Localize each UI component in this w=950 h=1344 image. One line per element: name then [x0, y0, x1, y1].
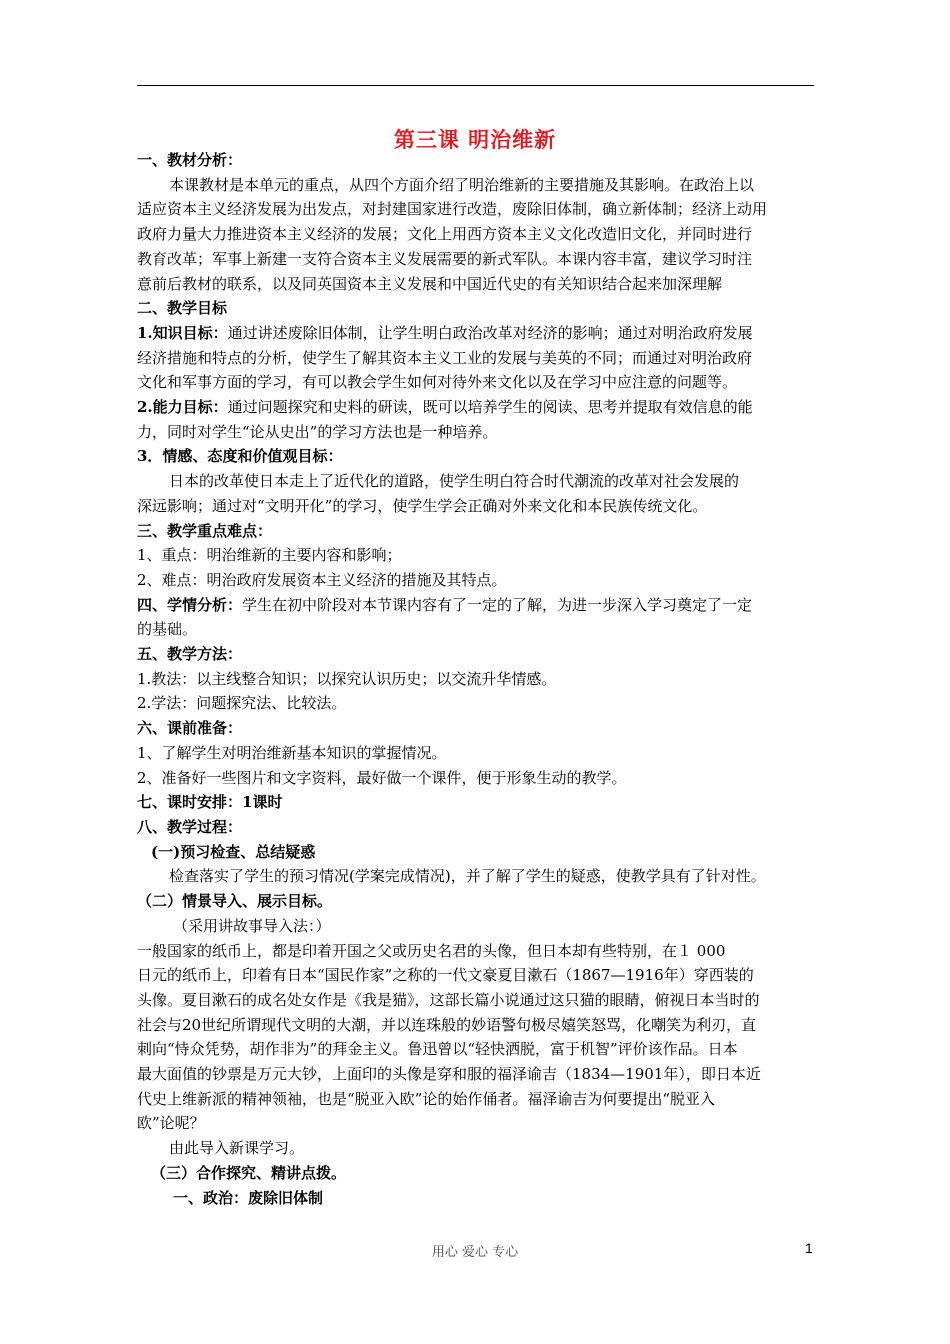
section-heading-1: 一、教材分析：	[137, 151, 243, 169]
paragraph-line: 深远影响；通过对“文明开化”的学习，使学生学会正确对外来文化和本民族传统文化。	[137, 496, 708, 515]
paragraph-line: 力，同时对学生“论从史出”的学习方法也是一种培养。	[137, 422, 498, 441]
knowledge-goal-line	[137, 321, 817, 346]
story-line: 最大面值的钞票是万元大钞，上面印的头像是穿和服的福泽谕吉（1834—1901年），即日本近	[137, 1065, 761, 1084]
paragraph-line: 日本的改革使日本走上了近代化的道路，使学生明白符合时代潮流的改革对社会发展的	[169, 472, 740, 491]
list-item: 2、难点：明治政府发展资本主义经济的措施及其特点。	[137, 570, 507, 589]
paragraph-line: 检查落实了学生的预习情况(学案完成情况)，并了解了学生的疑惑，使教学具有了针对性。	[169, 867, 766, 886]
story-line: 日元的纸币上，印着有日本“国民作家”之称的一代文豪夏目漱石（1867—1916年）穿西装的	[137, 966, 754, 985]
paragraph-line: 教育改革；军事上新建一支符合资本主义发展需要的新式军队。本课内容丰富，建议学习时注	[137, 249, 753, 268]
story-line: 代史上维新派的精神领袖，也是“脱亚入欧”论的始作俑者。福泽谕吉为何要提出“脱亚入	[137, 1089, 716, 1108]
ability-goal-text: 通过问题探究和史料的研读，既可以培养学生的阅读、思考并提取有效信息的能	[227, 398, 753, 417]
list-item: 1、了解学生对明治维新基本知识的掌握情况。	[137, 743, 447, 762]
subsection-heading-2: （二）情景导入、展示目标。	[137, 892, 333, 911]
document-body	[137, 148, 817, 1210]
ability-goal-label: 2.能力目标：	[137, 398, 228, 417]
story-line: 社会与20世纪所谓现代文明的大潮，并以连珠般的妙语警句极尽嬉笑怒骂，化嘲笑为利刃，直	[137, 1015, 757, 1034]
story-line: 头像。夏目漱石的成名处女作是《我是猫》，这部长篇小说通过这只猫的眼睛，俯视日本当时的	[137, 990, 760, 1009]
header-rule	[137, 85, 814, 86]
paragraph-line: 本课教材是本单元的重点，从四个方面介绍了明治维新的主要措施及其影响。在政治上以	[169, 175, 755, 194]
section-4-line	[137, 593, 817, 618]
paragraph-line: 经济措施和特点的分析，使学生了解其资本主义工业的发展与美英的不同；而通过对明治政府	[137, 348, 753, 367]
list-item: 2.学法：问题探究法、比较法。	[137, 694, 347, 713]
paragraph-line: 意前后教材的联系，以及同英国资本主义发展和中国近代史的有关知识结合起来加深理解	[137, 274, 723, 293]
story-line: 刺向“恃众凭势，胡作非为”的拜金主义。鲁迅曾以“轻快洒脱，富于机智”评价该作品。日本	[137, 1040, 738, 1059]
story-line: 欧”论呢？	[137, 1114, 205, 1133]
section-4-text: 学生在初中阶段对本节课内容有了一定的了解，为进一步深入学习奠定了一定	[242, 595, 753, 614]
ability-goal-line	[137, 395, 817, 420]
section-heading-3: 三、教学重点难点：	[137, 521, 273, 540]
section-heading-4: 四、学情分析：	[137, 595, 243, 614]
lead-in-line: 由此导入新课学习。	[169, 1139, 305, 1158]
subsection-heading-1: (一)预习检查、总结疑惑	[151, 842, 316, 861]
knowledge-goal-text: 通过讲述废除旧体制，让学生明白政治改革对经济的影响；通过对明治政府发展	[227, 323, 753, 342]
knowledge-goal-label: 1.知识目标：	[137, 323, 228, 342]
list-item: 2、准备好一些图片和文字资料，最好做一个课件，便于形象生动的教学。	[137, 768, 627, 787]
list-item: 1.教法：以主线整合知识；以探究认识历史；以交流升华情感。	[137, 669, 557, 688]
teaching-point: 一、政治：废除旧体制	[173, 1188, 324, 1207]
page-number: 1	[805, 1240, 813, 1256]
method-note: （采用讲故事导入法：）	[173, 916, 331, 935]
paragraph-line: 的基础。	[137, 620, 198, 639]
section-heading-2: 二、教学目标	[137, 299, 228, 318]
paragraph-line: 适应资本主义经济发展为出发点，对封建国家进行改造，废除旧体制，确立新体制；经济上动用	[137, 200, 768, 219]
subsection-heading-3: （三）合作探究、精讲点拨。	[151, 1163, 347, 1182]
paragraph-line: 文化和军事方面的学习，有可以教会学生如何对待外来文化以及在学习中应注意的问题等。	[137, 373, 738, 392]
footer-motto: 用心 爱心 专心	[431, 1245, 519, 1260]
section-heading-7: 七、课时安排：1课时	[137, 793, 283, 812]
section-heading-6: 六、课前准备：	[137, 719, 243, 738]
section-heading-8: 八、教学过程：	[137, 817, 243, 836]
paragraph-line: 政府力量大力推进资本主义经济的发展；文化上用西方资本主义文化改造旧文化，并同时进行	[137, 225, 753, 244]
emotion-goal-label: 3．情感、态度和价值观目标：	[137, 447, 343, 466]
lesson-title: 第三课 明治维新	[393, 127, 557, 152]
story-line: 一般国家的纸币上，都是印着开国之父或历史名君的头像，但日本却有些特别，在１ 000	[137, 941, 726, 960]
section-heading-5: 五、教学方法：	[137, 645, 243, 664]
list-item: 1、重点：明治维新的主要内容和影响；	[137, 546, 402, 565]
